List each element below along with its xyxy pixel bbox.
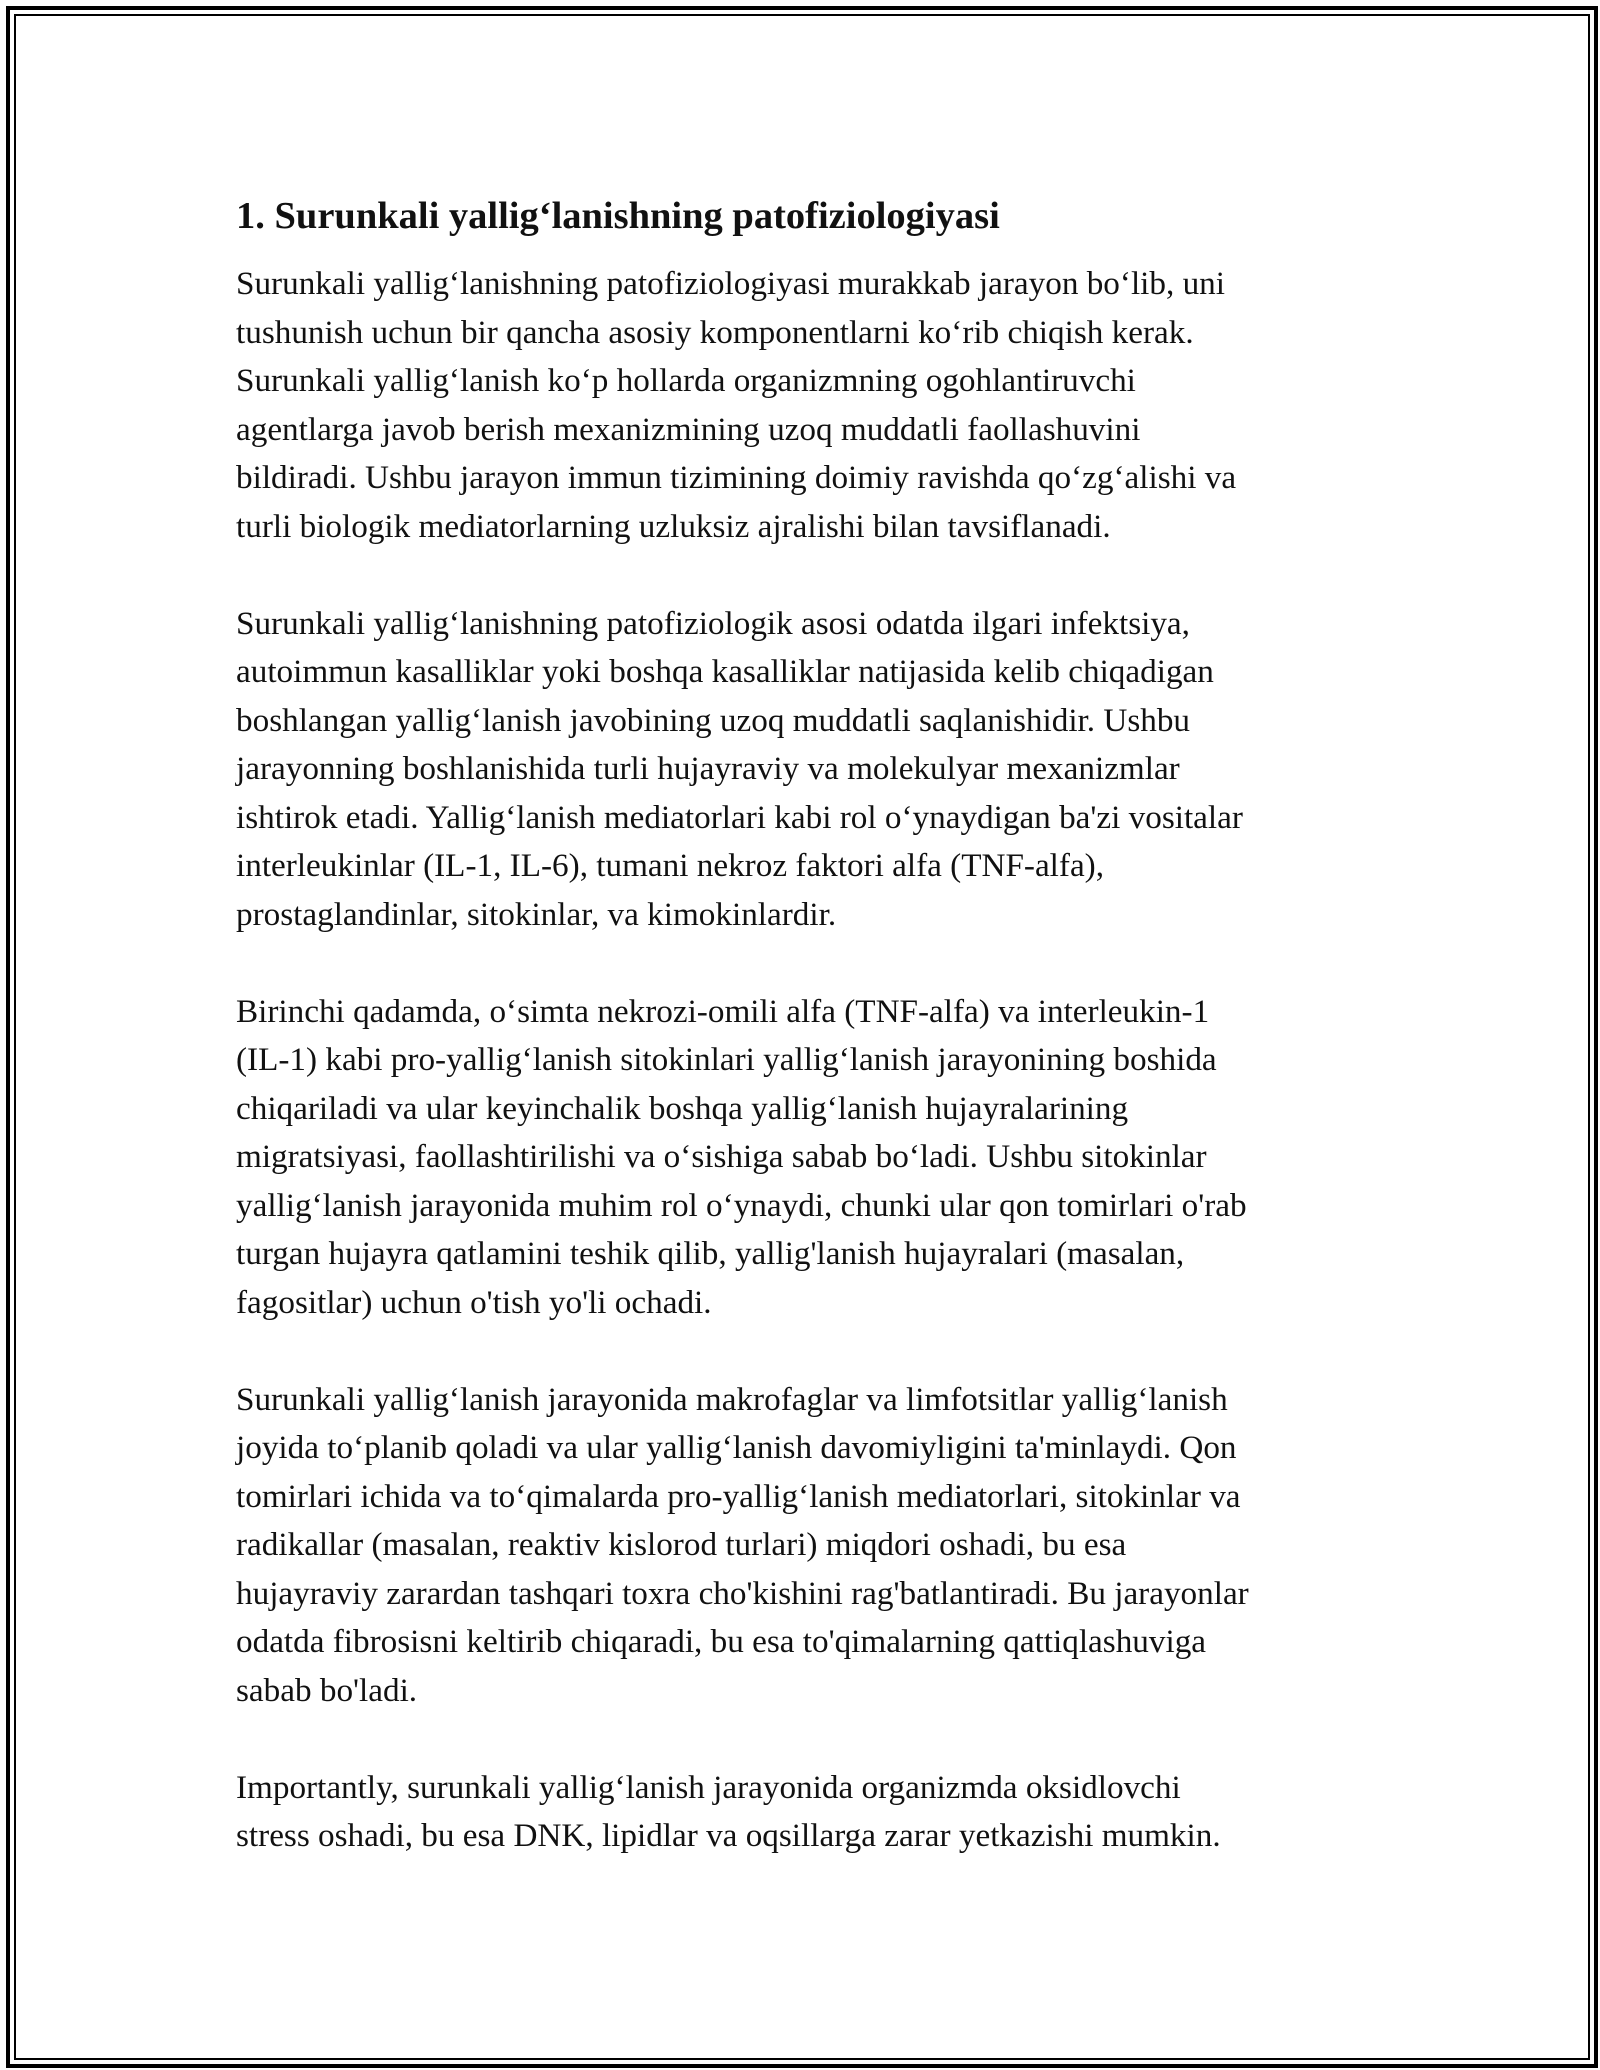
text-line: tushunish uchun bir qancha asosiy komponentlarni ko‘rib chiqish kerak. bbox=[236, 313, 1194, 351]
paragraph-2 bbox=[236, 600, 1376, 940]
text-line: Surunkali yallig‘lanish jarayonida makrofaglar va limfotsitlar yallig‘lanish bbox=[236, 1380, 1228, 1418]
text-line: stress oshadi, bu esa DNK, lipidlar va oqsillarga zarar yetkazishi mumkin. bbox=[236, 1817, 1221, 1854]
text-line: Birinchi qadamda, o‘simta nekrozi-omili alfa (TNF-alfa) va interleukin-1 bbox=[236, 992, 1210, 1030]
text-line: radikallar (masalan, reaktiv kislorod turlari) miqdori oshadi, bu esa bbox=[236, 1526, 1127, 1563]
text-line: (IL-1) kabi pro-yallig‘lanish sitokinlari yallig‘lanish jarayonining boshida bbox=[236, 1041, 1217, 1078]
text-line: jarayonning boshlanishida turli hujayraviy va molekulyar mexanizmlar bbox=[236, 750, 1180, 787]
text-line: bildiradi. Ushbu jarayon immun tizimining doimiy ravishda qo‘zg‘alishi va bbox=[236, 459, 1237, 496]
section-heading: 1. Surunkali yallig‘lanishning patofiziologiyasi bbox=[236, 195, 1000, 237]
text-line: interleukinlar (IL-1, IL-6), tumani nekroz faktori alfa (TNF-alfa), bbox=[236, 847, 1105, 884]
text-line: Surunkali yallig‘lanish ko‘p hollarda organizmning ogohlantiruvchi bbox=[236, 362, 1136, 399]
text-line: Importantly, surunkali yallig‘lanish jarayonida organizmda oksidlovchi bbox=[236, 1768, 1181, 1806]
text-line: tomirlari ichida va to‘qimalarda pro-yallig‘lanish mediatorlari, sitokinlar va bbox=[236, 1477, 1241, 1515]
paragraph-4 bbox=[236, 1376, 1376, 1716]
text-line: prostaglandinlar, sitokinlar, va kimokinlardir. bbox=[236, 895, 837, 933]
text-line: sabab bo'ladi. bbox=[236, 1671, 418, 1709]
paragraph-1 bbox=[236, 260, 1376, 551]
text-line: agentlarga javob berish mexanizmining uzoq muddatli faollashuvini bbox=[236, 410, 1141, 448]
text-line: autoimmun kasalliklar yoki boshqa kasalliklar natijasida kelib chiqadigan bbox=[236, 653, 1214, 690]
text-line: fagositlar) uchun o'tish yo'li ochadi. bbox=[236, 1283, 712, 1321]
text-line: hujayraviy zarardan tashqari toxra cho'kishini rag'batlantiradi. Bu jarayonlar bbox=[236, 1574, 1249, 1612]
text-line: Surunkali yallig‘lanishning patofiziologik asosi odatda ilgari infektsiya, bbox=[236, 604, 1190, 642]
paragraph-3 bbox=[236, 988, 1376, 1328]
text-line: yallig‘lanish jarayonida muhim rol o‘ynaydi, chunki ular qon tomirlari o'rab bbox=[236, 1186, 1247, 1224]
document-body bbox=[236, 188, 1376, 1909]
text-line: ishtirok etadi. Yallig‘lanish mediatorlari kabi rol o‘ynaydigan ba'zi vositalar bbox=[236, 798, 1243, 836]
text-line: turli biologik mediatorlarning uzluksiz ajralishi bilan tavsiflanadi. bbox=[236, 507, 1111, 545]
paragraph-5 bbox=[236, 1764, 1376, 1861]
text-line: migratsiyasi, faollashtirilishi va o‘sishiga sabab bo‘ladi. Ushbu sitokinlar bbox=[236, 1138, 1207, 1175]
text-line: Surunkali yallig‘lanishning patofiziologiyasi murakkab jarayon bo‘lib, uni bbox=[236, 265, 1225, 302]
text-line: joyida to‘planib qoladi va ular yallig‘lanish davomiyligini ta'minlaydi. Qon bbox=[236, 1429, 1237, 1466]
text-line: boshlangan yallig‘lanish javobining uzoq muddatli saqlanishidir. Ushbu bbox=[236, 701, 1191, 739]
text-line: chiqariladi va ular keyinchalik boshqa yallig‘lanish hujayralarining bbox=[236, 1089, 1129, 1127]
text-line: odatda fibrosisni keltirib chiqaradi, bu esa to'qimalarning qattiqlashuviga bbox=[236, 1623, 1207, 1660]
text-line: turgan hujayra qatlamini teshik qilib, yallig'lanish hujayralari (masalan, bbox=[236, 1235, 1185, 1272]
